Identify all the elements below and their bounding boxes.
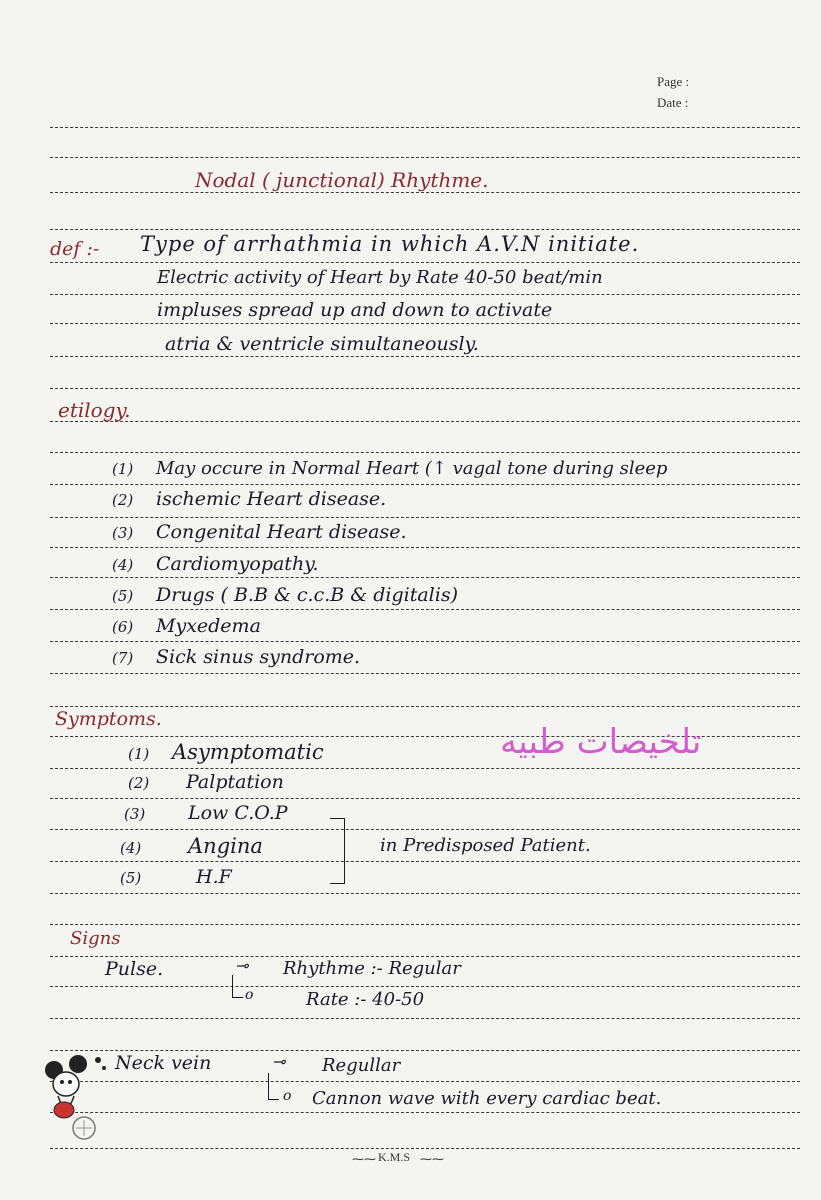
ruled-line — [50, 1112, 800, 1113]
item-text: Angina — [188, 834, 263, 858]
list-item — [112, 584, 458, 606]
footer-ornament-right: ⁓⁓ — [420, 1152, 444, 1166]
ruled-line — [50, 673, 800, 674]
list-item — [112, 553, 318, 575]
arrow-icon: ⊸ — [235, 956, 249, 975]
footer-ornament-left: ⁓⁓ — [352, 1152, 376, 1166]
list-item — [112, 646, 360, 668]
item-number: (2) — [128, 774, 150, 792]
pulse-label: Pulse. — [105, 958, 164, 980]
ruled-line — [50, 547, 800, 548]
item-text: Asymptomatic — [172, 740, 324, 764]
ruled-line — [50, 956, 800, 957]
ruled-line — [50, 323, 800, 324]
item-number: (4) — [120, 839, 142, 857]
ruled-line — [50, 893, 800, 894]
ruled-line — [50, 294, 800, 295]
ruled-line — [50, 706, 800, 707]
ruled-line — [50, 229, 800, 230]
ruled-line — [50, 452, 800, 453]
item-number: (2) — [112, 491, 134, 509]
etiology-heading: etilogy. — [58, 398, 131, 422]
ruled-line — [50, 484, 800, 485]
definition-line: atria & ventricle simultaneously. — [165, 333, 479, 355]
ruled-line — [50, 577, 800, 578]
item-text: Drugs ( B.B & c.c.B & digitalis) — [156, 584, 458, 606]
ruled-line — [50, 157, 800, 158]
list-item — [128, 740, 324, 764]
item-number: (3) — [112, 524, 134, 542]
ruled-line — [50, 356, 800, 357]
list-item — [120, 866, 232, 888]
ruled-line — [50, 609, 800, 610]
bracket — [330, 818, 345, 884]
neck-vein-1: Regullar — [322, 1055, 401, 1076]
item-text: Congenital Heart disease. — [156, 521, 407, 543]
date-label: Date : — [657, 95, 689, 110]
ruled-line — [50, 986, 800, 987]
branch-connector — [268, 1073, 279, 1100]
ruled-line — [50, 517, 800, 518]
ruled-line — [50, 1050, 800, 1051]
footer-initials: K.M.S — [378, 1150, 411, 1164]
item-text: ischemic Heart disease. — [156, 488, 387, 510]
ruled-line — [50, 1081, 800, 1082]
pulse-rate: Rate :- 40-50 — [306, 989, 425, 1010]
ruled-line — [50, 127, 800, 128]
arrow-icon: o — [283, 1088, 292, 1104]
ruled-line — [50, 1148, 800, 1149]
ruled-line — [50, 798, 800, 799]
definition-line: impluses spread up and down to activate — [157, 299, 553, 321]
neck-vein-2: Cannon wave with every cardiac beat. — [312, 1088, 662, 1109]
definition-line: Electric activity of Heart by Rate 40-50 beat/min — [157, 267, 603, 288]
ruled-line — [50, 829, 800, 830]
arrow-icon: o — [245, 987, 254, 1003]
page-label: Page : — [657, 74, 690, 89]
signs-heading: Signs — [70, 928, 121, 949]
bracket-note: in Predisposed Patient. — [380, 835, 591, 856]
item-number: (1) — [112, 460, 134, 478]
item-number: (3) — [124, 805, 146, 823]
ruled-line — [50, 924, 800, 925]
list-item — [112, 457, 667, 479]
item-number: (6) — [112, 618, 134, 636]
item-number: (7) — [112, 649, 134, 667]
list-item — [112, 488, 386, 510]
list-item — [112, 615, 261, 637]
item-text: Low C.O.P — [188, 802, 288, 824]
ruled-line — [50, 768, 800, 769]
cartoon-mouse-sticker — [36, 1050, 114, 1142]
item-number: (4) — [112, 556, 134, 574]
item-number: (5) — [112, 587, 134, 605]
watermark-text: تلخيصات طبيه — [500, 722, 702, 762]
symptoms-heading: Symptoms. — [55, 708, 162, 730]
arrow-icon: ⊸ — [272, 1052, 286, 1071]
item-text: May occure in Normal Heart (↑ vagal tone during sleep — [156, 458, 668, 479]
definition-label: def :- — [50, 238, 100, 260]
ruled-line — [50, 262, 800, 263]
item-text: Sick sinus syndrome. — [156, 646, 361, 668]
pulse-rhythm: Rhythme :- Regular — [283, 958, 461, 979]
definition-line: Type of arrhathmia in which A.V.N initiate. — [140, 232, 640, 256]
list-item — [120, 834, 263, 858]
ruled-line — [50, 388, 800, 389]
page-title: Nodal ( junctional) Rhythme. — [195, 168, 489, 192]
list-item — [128, 771, 284, 793]
item-number: (5) — [120, 869, 142, 887]
ruled-line — [50, 421, 800, 422]
branch-connector — [232, 975, 243, 998]
ruled-line — [50, 861, 800, 862]
item-text: Myxedema — [156, 615, 261, 637]
neck-vein-label: Neck vein — [115, 1052, 212, 1074]
ruled-line — [50, 1018, 800, 1019]
list-item — [124, 802, 288, 824]
item-text: Cardiomyopathy. — [156, 553, 319, 575]
ruled-line — [50, 192, 800, 193]
list-item — [112, 521, 407, 543]
item-number: (1) — [128, 745, 150, 763]
ruled-line — [50, 641, 800, 642]
item-text: H.F — [196, 866, 232, 888]
item-text: Palptation — [186, 771, 284, 793]
